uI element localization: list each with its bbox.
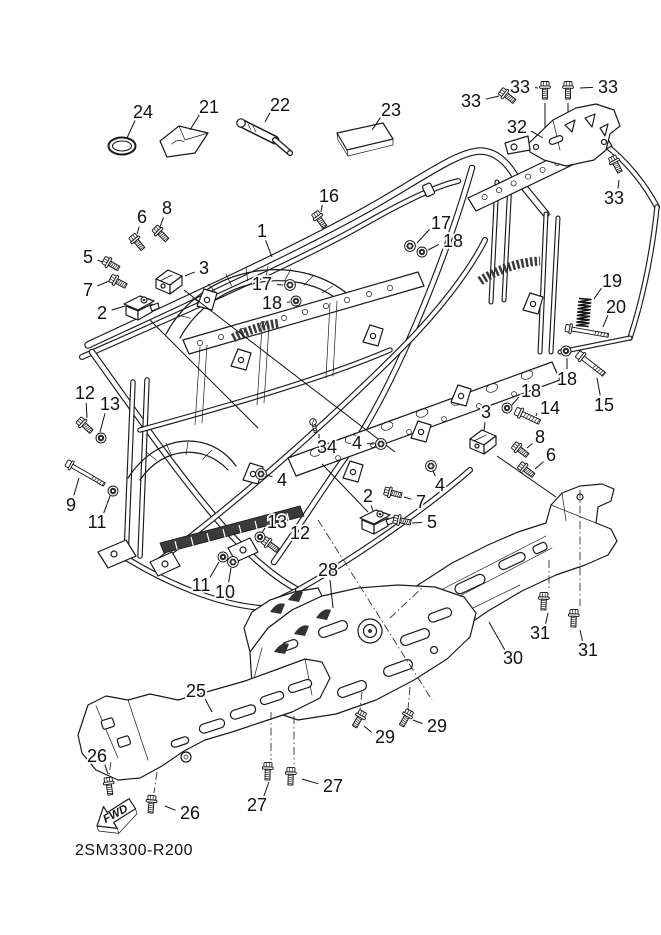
callout-leader	[428, 244, 439, 250]
fwd-label: FWD	[101, 802, 130, 826]
callout-leader	[512, 397, 519, 405]
callout-leader	[277, 285, 283, 286]
part-number-text: 2SM3300-R200	[75, 842, 194, 859]
callout-18	[428, 231, 463, 251]
bolt-icon	[108, 273, 129, 291]
callout-leader	[489, 622, 505, 650]
callout-label: 8	[534, 427, 546, 447]
callout-21	[190, 97, 219, 130]
nut-icon	[285, 280, 296, 291]
damper-pad-23	[337, 123, 393, 156]
callout-label: 1	[256, 221, 268, 241]
callout-20	[603, 297, 626, 327]
callout-label: 29	[426, 716, 448, 736]
grease-tool-22	[237, 119, 293, 156]
callout-leader	[100, 413, 105, 432]
callout-31	[530, 613, 550, 643]
callout-13	[100, 394, 120, 432]
callout-9	[66, 478, 79, 515]
bolt-med-icon	[513, 406, 542, 427]
callout-label: 27	[322, 776, 344, 796]
callout-label: 4	[351, 433, 363, 453]
washer-icon	[255, 532, 265, 542]
callout-label: 13	[266, 512, 288, 532]
callout-leader	[190, 115, 199, 130]
nut-icon	[256, 469, 267, 480]
callout-label: 18	[442, 231, 464, 251]
callout-leader	[417, 229, 430, 243]
bolt-icon	[262, 762, 273, 780]
callout-leader	[535, 462, 544, 469]
callout-label: 12	[289, 523, 311, 543]
bolt-icon	[563, 82, 574, 100]
callout-3	[481, 402, 491, 431]
callout-7	[83, 280, 109, 300]
callout-label: 11	[191, 575, 211, 595]
callout-26	[165, 803, 200, 823]
washer-icon	[417, 247, 427, 257]
nut-icon	[405, 241, 416, 252]
callout-label: 2	[96, 303, 108, 323]
washer-icon	[561, 346, 571, 356]
callout-leader	[413, 720, 422, 724]
bolt-icon	[350, 709, 368, 730]
callout-33	[510, 77, 538, 97]
callout-leader	[112, 306, 125, 310]
callout-label: 10	[214, 582, 236, 602]
callout-label: 18	[261, 293, 283, 313]
callout-label: 17	[251, 274, 273, 294]
callout-label: 2	[362, 486, 374, 506]
callout-leader	[86, 403, 87, 418]
callout-leader	[74, 478, 79, 495]
callout-leader	[536, 413, 537, 416]
callout-4	[433, 471, 445, 495]
callout-leader	[210, 562, 219, 577]
callout-29	[364, 726, 395, 747]
callout-label: 24	[132, 102, 154, 122]
callout-label: 5	[426, 512, 438, 532]
callout-label: 6	[545, 445, 557, 465]
callout-33	[604, 180, 624, 208]
callout-leader	[104, 496, 110, 513]
callout-label: 20	[605, 297, 627, 317]
callout-1	[257, 221, 272, 257]
callout-label: 18	[520, 381, 542, 401]
nut-icon	[426, 461, 437, 472]
callout-label: 7	[415, 492, 427, 512]
callout-8	[527, 427, 545, 448]
callout-leader	[603, 315, 608, 327]
callout-33	[580, 77, 618, 97]
skid-plate-25	[78, 659, 330, 780]
sealant-packet-21	[160, 126, 208, 157]
bolt-icon	[101, 255, 122, 273]
callout-label: 27	[246, 795, 268, 815]
callout-6	[137, 207, 147, 234]
callout-33	[461, 91, 499, 111]
callout-32	[507, 117, 543, 138]
callout-29	[413, 716, 447, 736]
o-ring-24	[109, 138, 136, 155]
nut-icon	[228, 557, 239, 568]
callout-label: 22	[269, 95, 291, 115]
callout-label: 16	[318, 186, 340, 206]
callout-label: 34	[316, 437, 338, 457]
callout-27	[302, 776, 343, 796]
callout-15	[594, 378, 614, 415]
callout-leader	[486, 96, 499, 99]
callout-label: 26	[86, 746, 108, 766]
bolt-icon	[538, 592, 549, 610]
callout-24	[127, 102, 153, 138]
callout-leader	[264, 782, 269, 796]
callout-leader	[484, 422, 485, 431]
callout-leader	[302, 779, 318, 784]
callout-27	[247, 782, 269, 815]
callout-label: 15	[593, 395, 615, 415]
callout-label: 29	[374, 727, 396, 747]
callout-label: 9	[65, 495, 77, 515]
bracket-3-rear	[470, 430, 496, 454]
washer-icon	[291, 296, 301, 306]
callout-leader	[97, 281, 109, 286]
callout-label: 6	[136, 207, 148, 227]
callout-label: 28	[317, 560, 339, 580]
callout-leader	[580, 87, 593, 88]
callout-leader	[98, 260, 104, 262]
callout-12	[75, 383, 95, 418]
callout-17	[252, 274, 283, 294]
bolt-icon	[285, 767, 296, 785]
callout-leader	[597, 378, 600, 395]
callout-6	[535, 445, 556, 469]
washer-icon	[96, 433, 106, 443]
callout-leader	[594, 288, 601, 299]
callout-leader	[229, 568, 231, 582]
bolt-icon	[128, 232, 148, 252]
bracket-3-front	[156, 270, 182, 294]
callout-7	[404, 492, 426, 512]
callout-2	[97, 303, 125, 323]
callout-label: 21	[198, 97, 220, 117]
washer-icon	[218, 552, 228, 562]
washer-icon	[502, 403, 512, 413]
callout-label: 23	[380, 100, 402, 120]
callout-label: 3	[198, 258, 210, 278]
nut-icon	[376, 439, 387, 450]
callout-leader	[165, 806, 176, 810]
spring-icon	[577, 298, 591, 326]
callout-18	[557, 358, 577, 389]
callout-label: 13	[99, 394, 121, 414]
callout-30	[489, 622, 523, 668]
bolt-icon	[568, 609, 579, 627]
callout-leader	[527, 444, 532, 449]
washer-icon	[108, 486, 118, 496]
callout-leader	[371, 506, 373, 512]
callout-label: 5	[82, 247, 94, 267]
callout-leader	[127, 121, 135, 139]
callout-label: 33	[509, 77, 531, 97]
callout-label: 3	[480, 402, 492, 422]
callout-label: 33	[603, 188, 625, 208]
callout-label: 33	[597, 77, 619, 97]
callout-19	[594, 271, 622, 299]
callout-label: 26	[179, 803, 201, 823]
bolt-icon	[510, 440, 530, 459]
bolt-icon	[151, 224, 171, 244]
bolt-icon	[103, 777, 116, 796]
callout-label: 18	[556, 369, 578, 389]
callout-label: 8	[161, 198, 173, 218]
callout-leader	[266, 240, 272, 257]
callout-14	[536, 398, 560, 418]
bolt-icon	[540, 82, 551, 100]
callout-22	[265, 95, 290, 122]
callout-label: 11	[87, 512, 107, 532]
callout-label: 31	[577, 640, 599, 660]
callout-label: 31	[529, 623, 551, 643]
callout-8	[160, 198, 172, 227]
callout-5	[83, 247, 103, 267]
callout-34	[317, 434, 337, 457]
callout-leader	[160, 217, 164, 227]
callout-label: 14	[539, 398, 561, 418]
callout-label: 30	[502, 648, 524, 668]
fwd-arrow	[97, 799, 137, 834]
bolt-icon	[397, 708, 415, 729]
bolt-icon	[75, 416, 95, 436]
bolt-long-icon	[574, 349, 607, 378]
callout-leader	[412, 523, 422, 524]
bolt-icon	[383, 486, 403, 501]
callout-leader	[185, 272, 195, 276]
frame-tube	[630, 207, 657, 338]
callout-3	[185, 258, 209, 278]
bolt-xlong-icon	[64, 458, 107, 488]
callout-label: 12	[74, 383, 96, 403]
callout-2	[363, 486, 373, 511]
callout-label: 19	[601, 271, 623, 291]
bolt-icon	[145, 795, 157, 813]
callout-leader	[137, 227, 139, 234]
callout-label: 7	[82, 280, 94, 300]
callout-10	[215, 568, 235, 602]
callout-label: 25	[185, 681, 207, 701]
callout-label: 33	[460, 91, 482, 111]
callout-16	[319, 186, 339, 212]
callout-label: 17	[430, 213, 452, 233]
callout-31	[578, 630, 598, 660]
callout-leader	[404, 497, 411, 499]
callout-leader	[262, 528, 265, 533]
callout-11	[88, 496, 110, 532]
callout-label: 4	[434, 475, 446, 495]
callout-label: 32	[506, 117, 528, 137]
callout-leader	[364, 726, 372, 732]
callout-label: 4	[276, 470, 288, 490]
